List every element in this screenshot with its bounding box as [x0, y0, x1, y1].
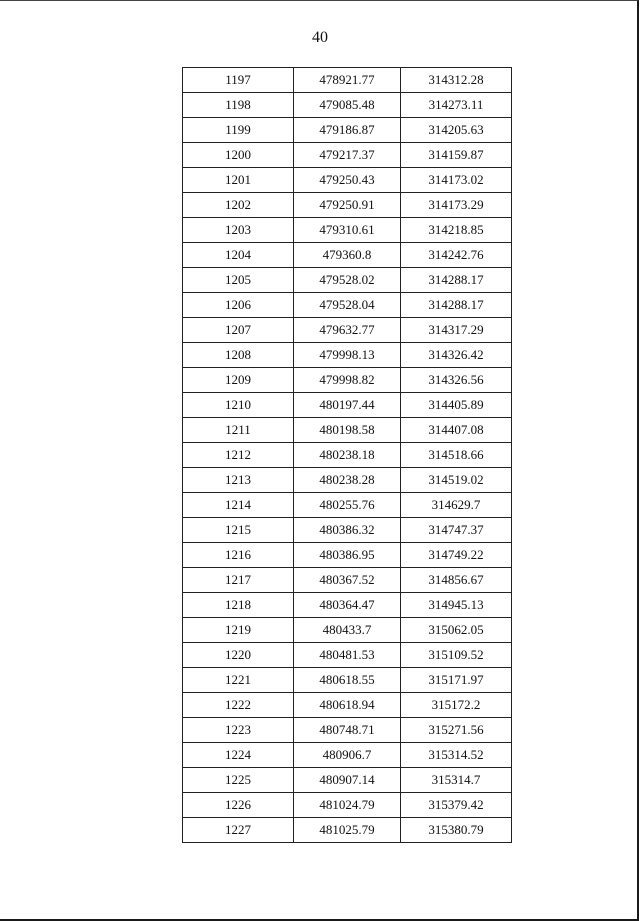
table-row	[183, 218, 512, 243]
y-coordinate-cell: 314205.63	[401, 118, 512, 143]
table-row	[183, 668, 512, 693]
x-coordinate-cell: 479528.02	[294, 268, 401, 293]
point-number-cell: 1212	[183, 443, 294, 468]
table-row	[183, 468, 512, 493]
table-row	[183, 93, 512, 118]
table-row	[183, 818, 512, 843]
x-coordinate-cell: 480481.53	[294, 643, 401, 668]
point-number-cell: 1223	[183, 718, 294, 743]
x-coordinate-cell: 480364.47	[294, 593, 401, 618]
x-coordinate-cell: 479085.48	[294, 93, 401, 118]
y-coordinate-cell: 314945.13	[401, 593, 512, 618]
y-coordinate-cell: 314317.29	[401, 318, 512, 343]
point-number-cell: 1219	[183, 618, 294, 643]
y-coordinate-cell: 314405.89	[401, 393, 512, 418]
x-coordinate-cell: 479360.8	[294, 243, 401, 268]
table-row	[183, 343, 512, 368]
point-number-cell: 1210	[183, 393, 294, 418]
x-coordinate-cell: 479632.77	[294, 318, 401, 343]
y-coordinate-cell: 315314.7	[401, 768, 512, 793]
x-coordinate-cell: 479250.43	[294, 168, 401, 193]
point-number-cell: 1204	[183, 243, 294, 268]
table-row	[183, 543, 512, 568]
table-row	[183, 393, 512, 418]
x-coordinate-cell: 479310.61	[294, 218, 401, 243]
y-coordinate-cell: 314173.29	[401, 193, 512, 218]
point-number-cell: 1203	[183, 218, 294, 243]
x-coordinate-cell: 481024.79	[294, 793, 401, 818]
y-coordinate-cell: 314326.56	[401, 368, 512, 393]
x-coordinate-cell: 479186.87	[294, 118, 401, 143]
point-number-cell: 1200	[183, 143, 294, 168]
y-coordinate-cell: 314273.11	[401, 93, 512, 118]
y-coordinate-cell: 314747.37	[401, 518, 512, 543]
y-coordinate-cell: 315314.52	[401, 743, 512, 768]
table-row	[183, 743, 512, 768]
x-coordinate-cell: 479998.13	[294, 343, 401, 368]
x-coordinate-cell: 480906.7	[294, 743, 401, 768]
y-coordinate-cell: 314173.02	[401, 168, 512, 193]
y-coordinate-cell: 314407.08	[401, 418, 512, 443]
point-number-cell: 1220	[183, 643, 294, 668]
y-coordinate-cell: 314312.28	[401, 68, 512, 93]
table-row	[183, 718, 512, 743]
y-coordinate-cell: 314749.22	[401, 543, 512, 568]
coordinates-table	[182, 67, 512, 843]
x-coordinate-cell: 480907.14	[294, 768, 401, 793]
table-row	[183, 693, 512, 718]
point-number-cell: 1227	[183, 818, 294, 843]
table-row	[183, 568, 512, 593]
point-number-cell: 1198	[183, 93, 294, 118]
point-number-cell: 1208	[183, 343, 294, 368]
point-number-cell: 1226	[183, 793, 294, 818]
point-number-cell: 1209	[183, 368, 294, 393]
y-coordinate-cell: 314159.87	[401, 143, 512, 168]
y-coordinate-cell: 314288.17	[401, 268, 512, 293]
x-coordinate-cell: 480618.55	[294, 668, 401, 693]
x-coordinate-cell: 481025.79	[294, 818, 401, 843]
point-number-cell: 1217	[183, 568, 294, 593]
point-number-cell: 1197	[183, 68, 294, 93]
table-row	[183, 368, 512, 393]
table-row	[183, 193, 512, 218]
table-row	[183, 443, 512, 468]
x-coordinate-cell: 480198.58	[294, 418, 401, 443]
table-row	[183, 518, 512, 543]
table-body	[183, 68, 512, 843]
page-number: 40	[312, 29, 328, 46]
y-coordinate-cell: 314326.42	[401, 343, 512, 368]
point-number-cell: 1215	[183, 518, 294, 543]
point-number-cell: 1211	[183, 418, 294, 443]
y-coordinate-cell: 315380.79	[401, 818, 512, 843]
x-coordinate-cell: 479250.91	[294, 193, 401, 218]
x-coordinate-cell: 480618.94	[294, 693, 401, 718]
table-row	[183, 268, 512, 293]
x-coordinate-cell: 480255.76	[294, 493, 401, 518]
y-coordinate-cell: 315379.42	[401, 793, 512, 818]
x-coordinate-cell: 480238.18	[294, 443, 401, 468]
y-coordinate-cell: 314518.66	[401, 443, 512, 468]
table-row	[183, 418, 512, 443]
table-row	[183, 793, 512, 818]
y-coordinate-cell: 314629.7	[401, 493, 512, 518]
point-number-cell: 1225	[183, 768, 294, 793]
point-number-cell: 1224	[183, 743, 294, 768]
point-number-cell: 1218	[183, 593, 294, 618]
table-row	[183, 168, 512, 193]
x-coordinate-cell: 480238.28	[294, 468, 401, 493]
point-number-cell: 1222	[183, 693, 294, 718]
x-coordinate-cell: 480386.32	[294, 518, 401, 543]
x-coordinate-cell: 479217.37	[294, 143, 401, 168]
x-coordinate-cell: 478921.77	[294, 68, 401, 93]
y-coordinate-cell: 314242.76	[401, 243, 512, 268]
point-number-cell: 1216	[183, 543, 294, 568]
y-coordinate-cell: 314288.17	[401, 293, 512, 318]
point-number-cell: 1214	[183, 493, 294, 518]
x-coordinate-cell: 480367.52	[294, 568, 401, 593]
point-number-cell: 1221	[183, 668, 294, 693]
point-number-cell: 1206	[183, 293, 294, 318]
y-coordinate-cell: 315271.56	[401, 718, 512, 743]
point-number-cell: 1205	[183, 268, 294, 293]
y-coordinate-cell: 315171.97	[401, 668, 512, 693]
table-row	[183, 318, 512, 343]
y-coordinate-cell: 314856.67	[401, 568, 512, 593]
x-coordinate-cell: 480748.71	[294, 718, 401, 743]
x-coordinate-cell: 480433.7	[294, 618, 401, 643]
table-row	[183, 493, 512, 518]
point-number-cell: 1207	[183, 318, 294, 343]
x-coordinate-cell: 479528.04	[294, 293, 401, 318]
x-coordinate-cell: 479998.82	[294, 368, 401, 393]
y-coordinate-cell: 314519.02	[401, 468, 512, 493]
y-coordinate-cell: 315109.52	[401, 643, 512, 668]
y-coordinate-cell: 315062.05	[401, 618, 512, 643]
table-row	[183, 643, 512, 668]
x-coordinate-cell: 480386.95	[294, 543, 401, 568]
table-row	[183, 768, 512, 793]
point-number-cell: 1202	[183, 193, 294, 218]
table-row	[183, 618, 512, 643]
table-row	[183, 593, 512, 618]
table-row	[183, 243, 512, 268]
table-row	[183, 118, 512, 143]
y-coordinate-cell: 315172.2	[401, 693, 512, 718]
point-number-cell: 1213	[183, 468, 294, 493]
table-row	[183, 143, 512, 168]
point-number-cell: 1199	[183, 118, 294, 143]
y-coordinate-cell: 314218.85	[401, 218, 512, 243]
table-row	[183, 68, 512, 93]
point-number-cell: 1201	[183, 168, 294, 193]
x-coordinate-cell: 480197.44	[294, 393, 401, 418]
table-row	[183, 293, 512, 318]
